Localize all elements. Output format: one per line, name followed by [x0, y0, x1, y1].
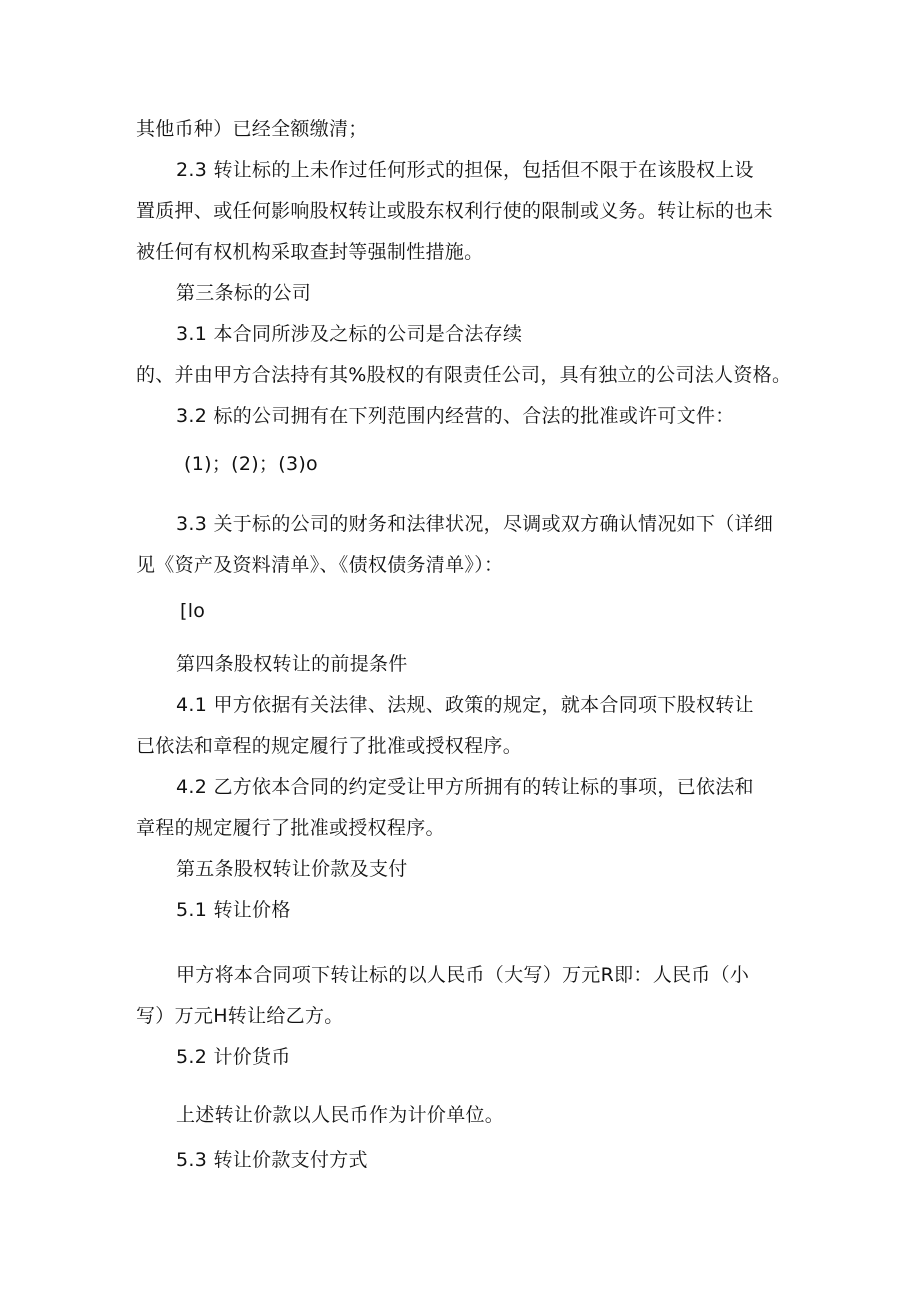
clause-5-1: 5.1 转让价格 [176, 899, 291, 921]
clause-3-3: 3.3 关于标的公司的财务和法律状况，尽调或双方确认情况如下（详细 [176, 513, 774, 535]
article-heading-4: 第四条股权转让的前提条件 [176, 653, 408, 675]
placeholder-text: [lo [180, 600, 206, 622]
list-items: (1)；(2)；(3)o [184, 453, 318, 475]
clause-3-2: 3.2 标的公司拥有在下列范围内经营的、合法的批准或许可文件： [176, 405, 735, 427]
clause-5-2: 5.2 计价货币 [176, 1046, 291, 1068]
clause-3-1: 3.1 本合同所涉及之标的公司是合法存续 [176, 323, 523, 345]
text-line: 被任何有权机构采取查封等强制性措施。 [136, 241, 484, 263]
text-line: 上述转让价款以人民币作为计价单位。 [176, 1104, 505, 1126]
text-line: 置质押、或任何影响股权转让或股东权利行使的限制或义务。转让标的也未 [136, 200, 773, 222]
article-heading-5: 第五条股权转让价款及支付 [176, 858, 408, 880]
text-line: 其他币种）已经全额缴清； [136, 118, 368, 140]
text-line: 已依法和章程的规定履行了批准或授权程序。 [136, 735, 523, 757]
clause-4-2: 4.2 乙方依本合同的约定受让甲方所拥有的转让标的事项，已依法和 [176, 776, 754, 798]
text-line: 写）万元H转让给乙方。 [136, 1005, 344, 1027]
article-heading-3: 第三条标的公司 [176, 282, 312, 304]
text-line: 章程的规定履行了批准或授权程序。 [136, 817, 445, 839]
clause-2-3: 2.3 转让标的上未作过任何形式的担保，包括但不限于在该股权上设 [176, 159, 754, 181]
clause-5-3: 5.3 转让价款支付方式 [176, 1149, 368, 1171]
clause-4-1: 4.1 甲方依据有关法律、法规、政策的规定，就本合同项下股权转让 [176, 694, 754, 716]
text-line: 见《资产及资料清单》、《债权债务清单》）： [136, 554, 504, 576]
text-line: 的、并由甲方合法持有其%股权的有限责任公司，具有独立的公司法人资格。 [136, 364, 792, 386]
text-line: 甲方将本合同项下转让标的以人民币（大写）万元R即：人民币（小 [176, 964, 750, 986]
